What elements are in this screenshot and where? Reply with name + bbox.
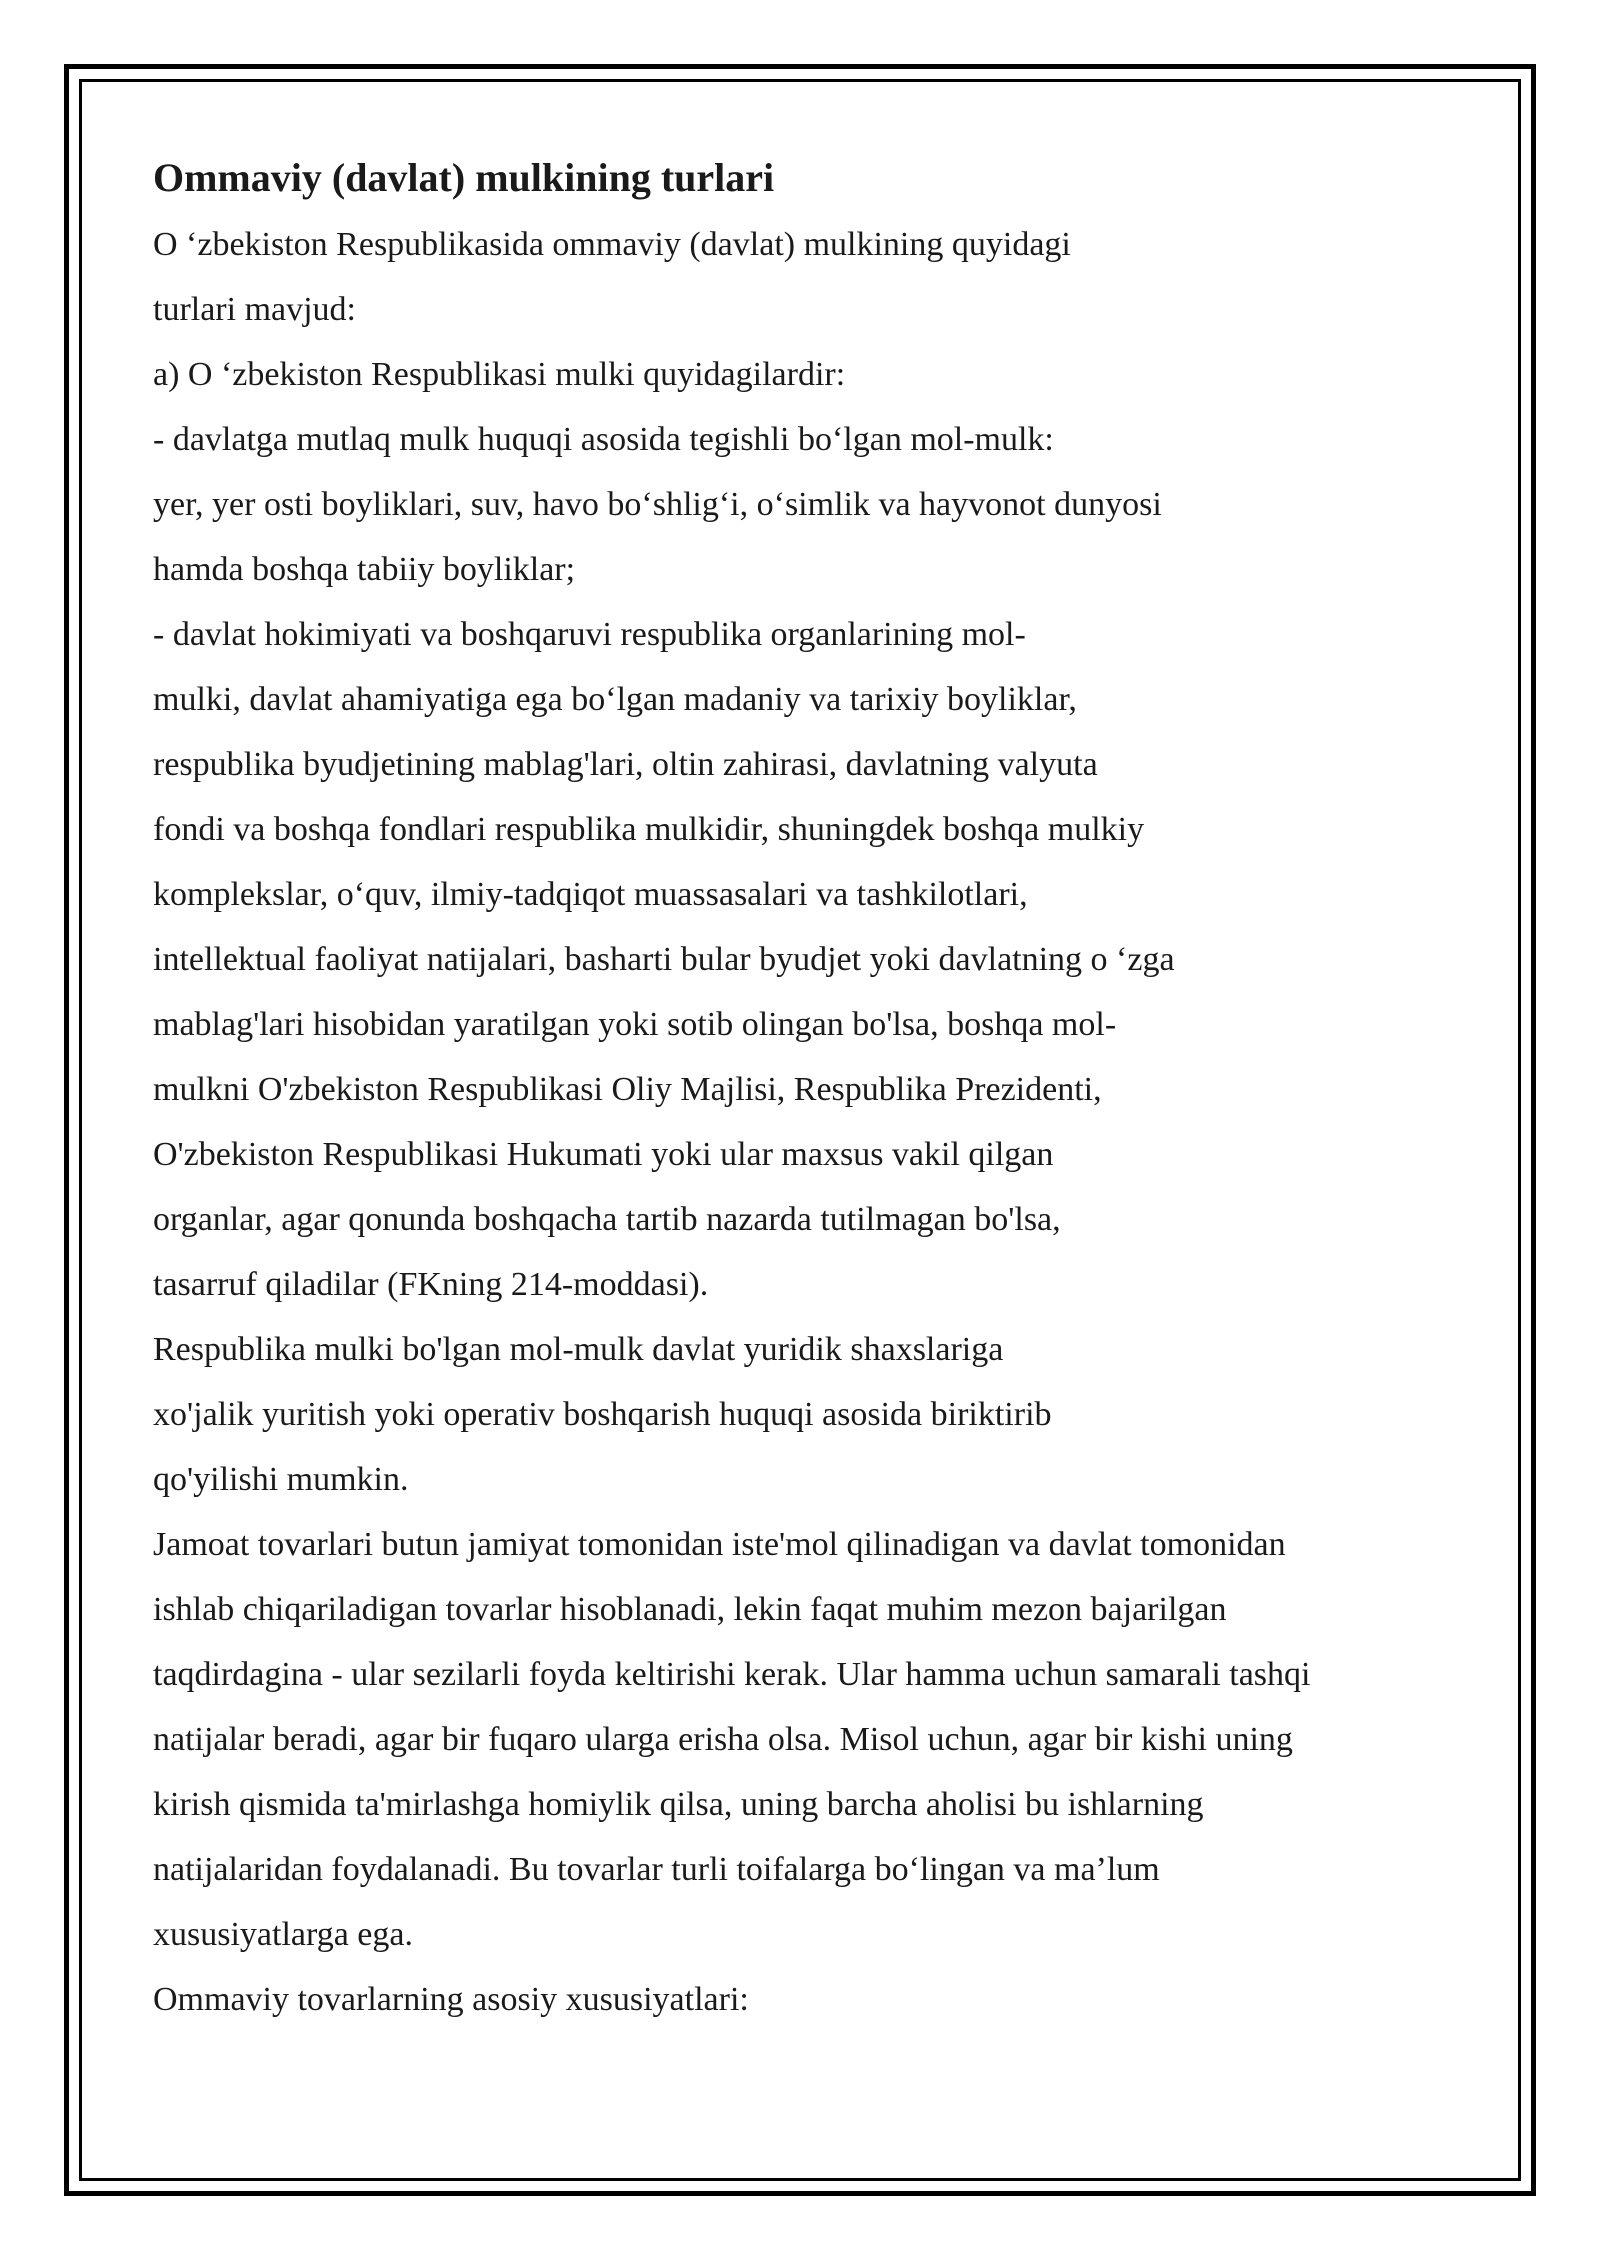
paragraph-block: [153, 212, 1453, 2032]
text-line: Jamoat tovarlari butun jamiyat tomonidan iste'mol qilinadigan va davlat tomonidan: [153, 1526, 1286, 1563]
text-line: - davlatga mutlaq mulk huquqi asosida tegishli bo‘lgan mol-mulk:: [153, 421, 1054, 458]
document-title: Ommaviy (davlat) mulkining turlari: [153, 155, 775, 200]
text-line: mulkni O'zbekiston Respublikasi Oliy Majlisi, Respublika Prezidenti,: [153, 1071, 1102, 1108]
text-line: O ‘zbekiston Respublikasida ommaviy (davlat) mulkining quyidagi: [153, 226, 1071, 263]
text-line: natijalaridan foydalanadi. Bu tovarlar turli toifalarga bo‘lingan va ma’lum: [153, 1851, 1160, 1888]
text-line: Ommaviy tovarlarning asosiy xususiyatlari:: [153, 1981, 749, 2018]
text-line: hamda boshqa tabiiy boyliklar;: [153, 551, 576, 588]
text-line: mulki, davlat ahamiyatiga ega bo‘lgan madaniy va tarixiy boyliklar,: [153, 681, 1077, 718]
text-line: taqdirdagina - ular sezilarli foyda keltirishi kerak. Ular hamma uchun samarali tashqi: [153, 1656, 1311, 1693]
text-line: a) O ‘zbekiston Respublikasi mulki quyidagilardir:: [153, 356, 846, 393]
text-line: - davlat hokimiyati va boshqaruvi respublika organlarining mol-: [153, 616, 1026, 653]
text-line: ishlab chiqariladigan tovarlar hisoblanadi, lekin faqat muhim mezon bajarilgan: [153, 1591, 1227, 1628]
text-line: yer, yer osti boyliklari, suv, havo bo‘shlig‘i, o‘simlik va hayvonot dunyosi: [153, 486, 1162, 523]
text-line: respublika byudjetining mablag'lari, oltin zahirasi, davlatning valyuta: [153, 746, 1098, 783]
document-body: [153, 148, 1453, 2032]
text-line: O'zbekiston Respublikasi Hukumati yoki ular maxsus vakil qilgan: [153, 1136, 1054, 1173]
text-line: natijalar beradi, agar bir fuqaro ularga erisha olsa. Misol uchun, agar bir kishi uning: [153, 1721, 1293, 1758]
text-line: komplekslar, o‘quv, ilmiy-tadqiqot muassasalari va tashkilotlari,: [153, 876, 1028, 913]
text-line: organlar, agar qonunda boshqacha tartib nazarda tutilmagan bo'lsa,: [153, 1201, 1061, 1238]
text-line: mablag'lari hisobidan yaratilgan yoki sotib olingan bo'lsa, boshqa mol-: [153, 1006, 1117, 1043]
text-line: kirish qismida ta'mirlashga homiylik qilsa, uning barcha aholisi bu ishlarning: [153, 1786, 1204, 1823]
text-line: xususiyatlarga ega.: [153, 1916, 413, 1953]
text-line: tasarruf qiladilar (FKning 214-moddasi).: [153, 1266, 709, 1303]
text-line: intellektual faoliyat natijalari, basharti bular byudjet yoki davlatning o ‘zga: [153, 941, 1175, 978]
text-line: turlari mavjud:: [153, 291, 357, 328]
text-line: xo'jalik yuritish yoki operativ boshqarish huquqi asosida biriktirib: [153, 1396, 1052, 1433]
text-line: qo'yilishi mumkin.: [153, 1461, 409, 1498]
text-line: fondi va boshqa fondlari respublika mulkidir, shuningdek boshqa mulkiy: [153, 811, 1145, 848]
text-line: Respublika mulki bo'lgan mol-mulk davlat yuridik shaxslariga: [153, 1331, 1004, 1368]
